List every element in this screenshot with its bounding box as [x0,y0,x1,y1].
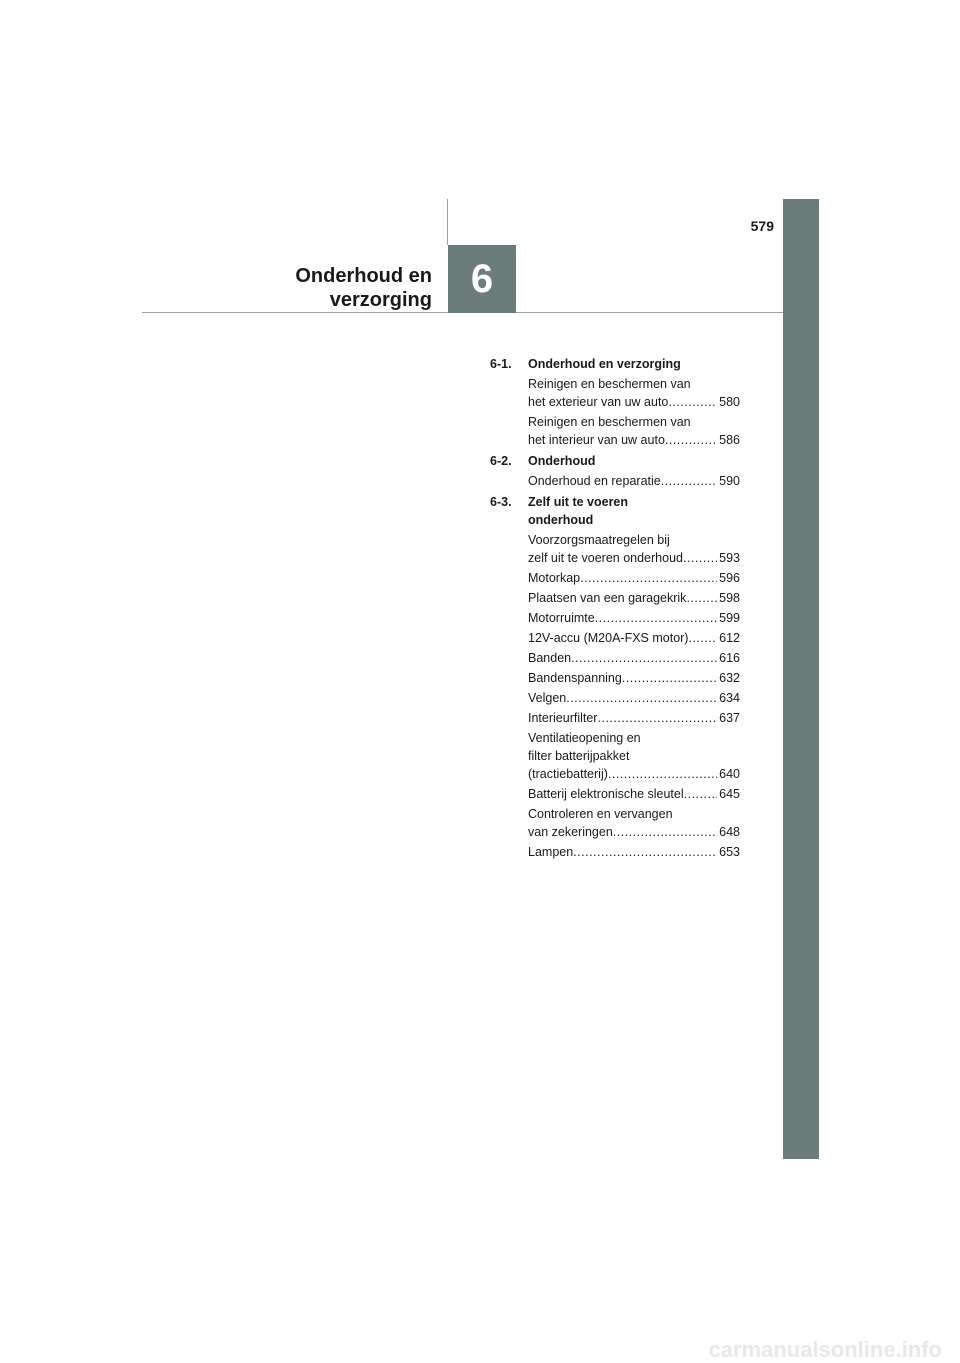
toc-section-number: 6-2. [490,454,512,468]
toc-leader-dots [668,393,717,411]
toc-entry-page: 598 [719,591,740,605]
chapter-number-box [448,245,516,313]
toc-section [490,493,740,861]
toc-entry[interactable] [528,805,740,841]
toc-entry[interactable] [528,589,740,607]
toc-leader-dots [573,843,717,861]
toc-section-title [528,452,740,470]
toc-leader-dots [580,569,717,587]
toc-entry-page: 596 [719,571,740,585]
toc-entry-line: Banden [528,651,572,665]
toc-entry-line: (tractiebatterij) [528,767,608,781]
watermark: carmanualsonline.info [708,1337,942,1362]
toc-leader-dots [665,431,717,449]
toc-leader-dots [566,689,717,707]
toc-entry[interactable] [528,649,740,667]
toc-leader-dots [688,629,717,647]
toc-leader-dots [613,823,717,841]
toc-section-number: 6-3. [490,495,512,509]
toc-entry[interactable] [528,669,740,687]
toc-entry-line: Reinigen en beschermen van [528,377,691,391]
toc-entry-line: 12V-accu (M20A-FXS motor) [528,631,689,645]
toc-entry[interactable] [528,729,740,783]
toc-section-heading[interactable] [490,452,740,470]
toc-entry-line: Batterij elektronische sleutel [528,787,684,801]
toc-entry-line: het exterieur van uw auto [528,395,669,409]
header-vertical-rule [447,199,448,245]
toc-entry[interactable] [528,609,740,627]
toc-section-heading[interactable] [490,493,740,529]
toc-section-title [528,355,740,373]
toc-entry-page: 593 [719,551,740,565]
page-number: 579 [750,218,774,234]
toc-entry-line: Velgen [528,691,567,705]
toc-entry[interactable] [528,569,740,587]
toc-leader-dots [622,669,717,687]
toc-leader-dots [571,649,717,667]
toc-entry-line: Voorzorgsmaatregelen bij [528,533,670,547]
toc-leader-dots [595,609,717,627]
toc-entry[interactable] [528,785,740,803]
toc-entry-page: 632 [719,671,740,685]
table-of-contents [490,355,740,864]
toc-entry-line: Onderhoud en reparatie [528,474,661,488]
toc-section [490,355,740,449]
toc-entry-line: Reinigen en beschermen van [528,415,691,429]
toc-entry[interactable] [528,531,740,567]
toc-entry-page: 648 [719,825,740,839]
toc-section-title-line: onderhoud [528,513,594,527]
toc-section-title-line: Zelf uit te voeren [528,495,629,509]
chapter-number: 6 [470,256,494,301]
toc-entry-line: Lampen [528,845,574,859]
toc-entry-line: zelf uit te voeren onderhoud [528,551,683,565]
chapter-title [295,264,432,312]
toc-entry-page: 586 [719,433,740,447]
toc-entry-page: 645 [719,787,740,801]
toc-section-title [528,493,740,529]
toc-entry-line: filter batterijpakket [528,749,630,763]
toc-entry-line: Motorkap [528,571,581,585]
toc-entry-line: het interieur van uw auto [528,433,665,447]
toc-entry-page: 653 [719,845,740,859]
toc-entry-page: 640 [719,767,740,781]
toc-section-title-line: Onderhoud [528,454,596,468]
toc-entry-page: 599 [719,611,740,625]
chapter-side-tab [783,199,819,1159]
chapter-title-line2: verzorging [329,289,432,311]
toc-entry-line: Controleren en vervangen [528,807,673,821]
toc-entry-page: 634 [719,691,740,705]
toc-leader-dots [661,472,717,490]
toc-entry-line: Bandenspanning [528,671,622,685]
toc-section-number: 6-1. [490,357,512,371]
toc-section-title-line: Onderhoud en verzorging [528,357,681,371]
toc-entry-line: Plaatsen van een garagekrik [528,591,687,605]
toc-section [490,452,740,490]
toc-leader-dots [608,765,717,783]
chapter-title-line1: Onderhoud en [295,265,432,287]
toc-entry[interactable] [528,709,740,727]
toc-entry-page: 590 [719,474,740,488]
toc-leader-dots [684,785,718,803]
toc-entry-line: van zekeringen [528,825,613,839]
toc-section-heading[interactable] [490,355,740,373]
toc-leader-dots [683,549,717,567]
toc-entry-page: 637 [719,711,740,725]
toc-leader-dots [597,709,717,727]
toc-entry-line: Motorruimte [528,611,595,625]
toc-leader-dots [686,589,717,607]
toc-entry-page: 580 [719,395,740,409]
toc-entry[interactable] [528,375,740,411]
toc-entry-page: 612 [719,631,740,645]
toc-entry[interactable] [528,629,740,647]
toc-entry-line: Interieurfilter [528,711,598,725]
toc-entry-line: Ventilatieopening en [528,731,641,745]
toc-entry[interactable] [528,843,740,861]
toc-entry[interactable] [528,689,740,707]
toc-entry[interactable] [528,413,740,449]
toc-entry-page: 616 [719,651,740,665]
toc-entry[interactable] [528,472,740,490]
